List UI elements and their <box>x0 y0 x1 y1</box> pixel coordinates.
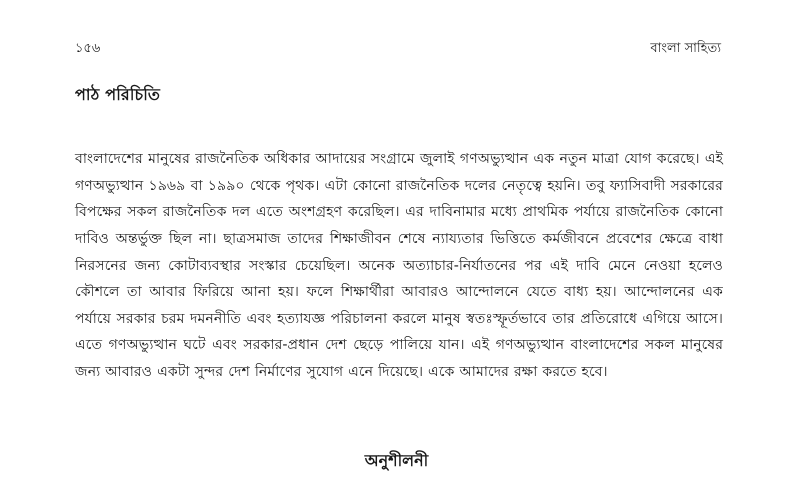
page-header <box>75 38 721 60</box>
page-number: ১৫৬ <box>75 40 101 56</box>
section-title: পাঠ পরিচিতি <box>75 85 161 104</box>
exercise-heading: অনুশীলনী <box>364 451 429 470</box>
book-title: বাংলা সাহিত্য <box>650 40 721 56</box>
passage-paragraph: বাংলাদেশের মানুষের রাজনৈতিক অধিকার আদায়ের সংগ্রামে জুলাই গণঅভ্যুত্থান এক নতুন মাত্রা যোগ করেছে। এই গণঅভ্যুত্থান ১৯৬৯ বা ১৯৯০ থেকে পৃথক। এটা কোনো রাজনৈতিক দলের নেতৃত্বে হয়নি। তবু ফ্যাসিবাদী সরকারের বিপক্ষের সকল রাজনৈতিক দল এতে অংশগ্রহণ করেছিল। এর দাবিনামার মধ্যে প্রাথমিক পর্যায়ে রাজনৈতিক কোনো দাবিও অন্তর্ভুক্ত ছিল না। ছাত্রসমাজ তাদের শিক্ষাজীবন শেষে ন্যায্যতার ভিত্তিতে কর্মজীবনে প্রবেশের ক্ষেত্রে বাধা নিরসনের জন্য কোটাব্যবস্থার সংস্কার চেয়েছিল। অনেক অত্যাচার-নির্যাতনের পর এই দাবি মেনে নেওয়া হলেও কৌশলে তা আবার ফিরিয়ে আনা হয়। ফলে শিক্ষার্থীরা আবারও আন্দোলনে যেতে বাধ্য হয়। আন্দোলনের এক পর্যায়ে সরকার চরম দমননীতি এবং হত্যাযজ্ঞ পরিচালনা করলে মানুষ স্বতঃস্ফূর্তভাবে তার প্রতিরোধে এগিয়ে আসে। এতে গণঅভ্যুত্থান ঘটে এবং সরকার-প্রধান দেশ ছেড়ে পালিয়ে যান। এই গণঅভ্যুত্থান বাংলাদেশের সকল মানুষের জন্য আবারও একটা সুন্দর দেশ নির্মাণের সুযোগ এনে দিয়েছে। একে আমাদের রক্ষা করতে হবে। <box>75 151 723 380</box>
